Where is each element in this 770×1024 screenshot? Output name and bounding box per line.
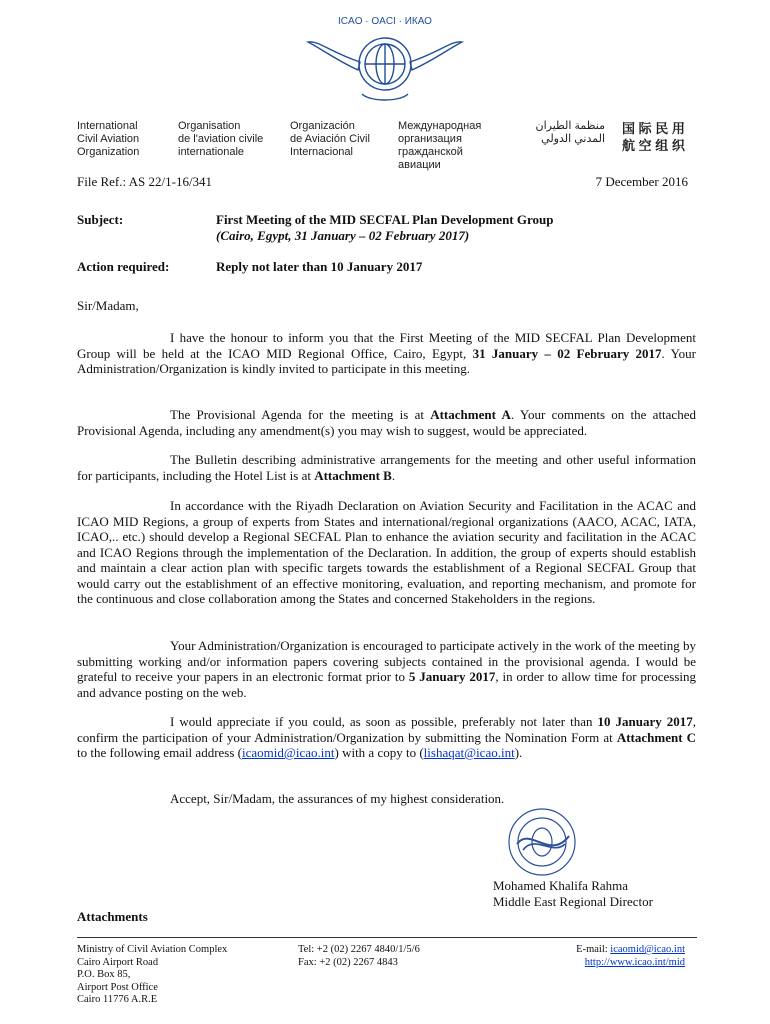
- footer-address: [77, 944, 227, 1007]
- signatory-block: [493, 878, 653, 910]
- icao-emblem: [300, 12, 470, 112]
- footer-website-link[interactable]: http://www.icao.int/mid: [584, 956, 685, 968]
- footer-phone: [298, 944, 420, 969]
- address-line: Ministry of Civil Aviation Complex: [77, 944, 228, 955]
- address-line: Airport Post Office: [77, 981, 158, 993]
- address-line: P.O. Box 85,: [77, 969, 131, 980]
- paragraph-5: Your Administration/Organization is encouraged to participate actively in the work of the meeting by submitting working and/or information papers covering subjects contained in the provisional agenda. I would be grateful to receive your papers in an electronic format prior to 5 January 2017, in order to allow time for processing and advance posting on the web.: [77, 638, 696, 700]
- subject-label: Subject:: [77, 212, 124, 227]
- footer-email-link[interactable]: icaomid@icao.int: [610, 944, 685, 955]
- signatory-name: Mohamed Khalifa Rahma: [493, 878, 629, 893]
- paragraph-3: The Bulletin describing administrative arrangements for the meeting and other useful information for participants, including the Hotel List is at Attachment B.: [77, 452, 696, 483]
- paragraph-6: I would appreciate if you could, as soon as possible, preferably not later than 10 January 2017, confirm the participation of your Administration/Organization by submitting the Nomination Form at Attachment C to the following email address (icaomid@icao.int) with a copy to (lishaqat@icao.int).: [77, 714, 696, 760]
- subject-location-dates: (Cairo, Egypt, 31 January – 02 February 2017): [216, 228, 470, 243]
- address-line: Cairo Airport Road: [77, 956, 159, 968]
- official-stamp: [505, 806, 580, 878]
- org-name-russian: Международная организация гражданской авиации: [398, 120, 482, 171]
- org-name-chinese: 国 际 民 用 航 空 组 织: [622, 121, 685, 153]
- letter-date: 7 December 2016: [595, 174, 688, 189]
- org-name-arabic: منظمة الطيران المدني الدولي: [535, 120, 605, 145]
- file-reference: File Ref.: AS 22/1-16/341: [77, 174, 213, 189]
- footer-divider: [77, 937, 697, 938]
- paragraph-4: In accordance with the Riyadh Declaration on Aviation Security and Facilitation in the ACAC and ICAO MID Regions, a group of experts from States and international/regional organizations (AACO, ACAC, IATA, ICAO,.. etc.) should develop a Regional SECFAL Plan to enhance the aviation security and facilitation in the ACAC and ICAO Regions through the implementation of the Declaration. In addition, the group of experts should establish and maintain a clear action plan with specific targets towards the establishment of a Regional SECFAL Group that would carry out the establishment of an effective monitoring, evaluation, and reporting mechanism, and promote for the continuous and close collaboration among the States and concerned Stakeholders in the regions.: [77, 498, 696, 606]
- action-required-label: Action required:: [77, 259, 170, 274]
- signatory-title: Middle East Regional Director: [493, 894, 653, 909]
- footer-email-label: E-mail:: [576, 944, 611, 955]
- action-required-value: Reply not later than 10 January 2017: [216, 259, 423, 274]
- salutation: Sir/Madam,: [77, 298, 139, 313]
- org-name-spanish: Organización de Aviación Civil Internacional: [290, 120, 370, 158]
- address-line: Cairo 11776 A.R.E: [77, 994, 158, 1005]
- footer-fax: Fax: +2 (02) 2267 4843: [298, 956, 398, 968]
- footer-contact: [576, 944, 685, 969]
- footer-tel: Tel: +2 (02) 2267 4840/1/5/6: [298, 944, 420, 955]
- email-link-lishaqat[interactable]: lishaqat@icao.int: [423, 745, 515, 760]
- subject-title: First Meeting of the MID SECFAL Plan Development Group: [216, 212, 554, 227]
- paragraph-2: The Provisional Agenda for the meeting is at Attachment A. Your comments on the attached Provisional Agenda, including any amendment(s) you may wish to suggest, would be appreciated.: [77, 407, 696, 438]
- organization-names: [77, 120, 717, 171]
- org-name-french: Organisation de l'aviation civile internationale: [178, 120, 264, 158]
- email-link-icaomid[interactable]: icaomid@icao.int: [242, 745, 335, 760]
- paragraph-1: I have the honour to inform you that the First Meeting of the MID SECFAL Plan Development Group will be held at the ICAO MID Regional Office, Cairo, Egypt, 31 January – 02 February 2017. Your Administration/Organization is kindly invited to participate in this meeting.: [77, 330, 696, 376]
- attachments-label: Attachments: [77, 909, 148, 924]
- emblem-text: ICAO · OACI · ИКАО: [338, 16, 432, 27]
- org-name-english: International Civil Aviation Organization: [77, 120, 140, 158]
- closing-line: Accept, Sir/Madam, the assurances of my highest consideration.: [170, 791, 505, 806]
